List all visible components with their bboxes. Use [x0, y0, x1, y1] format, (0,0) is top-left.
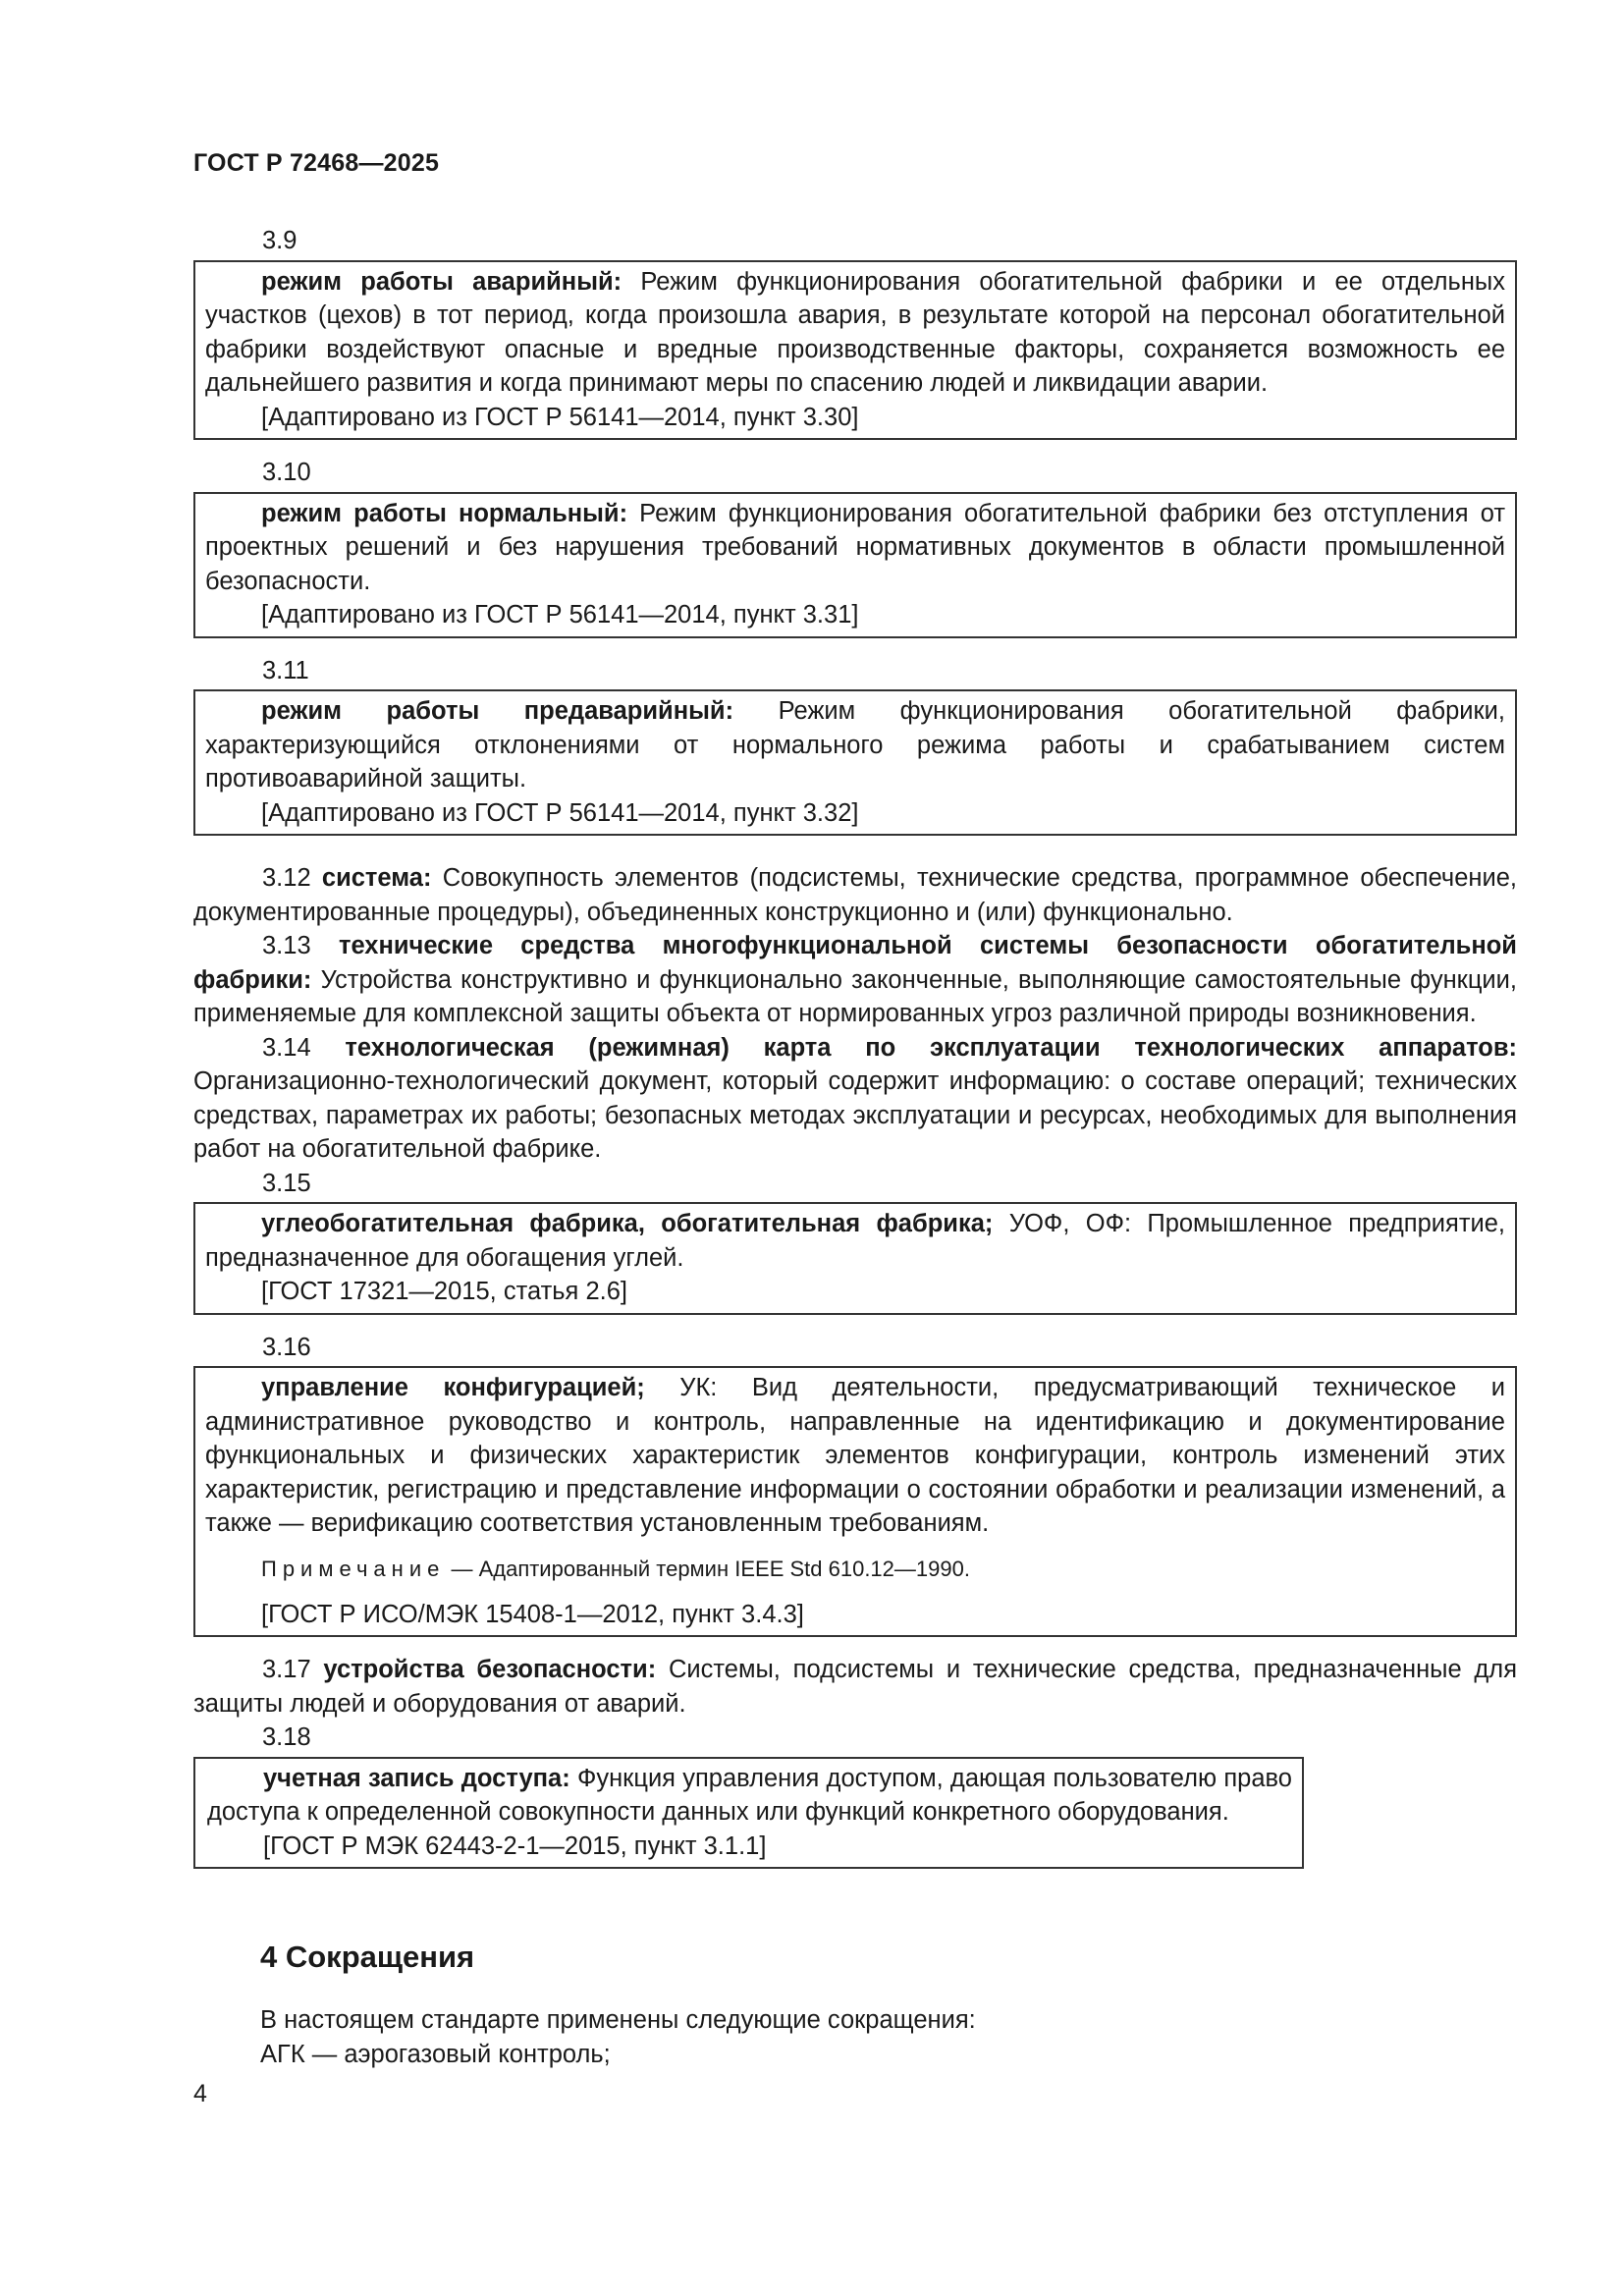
- section-body: [260, 2003, 976, 2071]
- source-reference: [Адаптировано из ГОСТ Р 56141—2014, пункт 3.32]: [261, 798, 859, 827]
- definition-text: [205, 497, 1505, 599]
- term: режим работы нормальный:: [261, 499, 628, 527]
- definition-box-3-10: [193, 492, 1517, 638]
- term: устройства безопасности:: [323, 1656, 657, 1683]
- source-reference: [ГОСТ Р ИСО/МЭК 15408-1—2012, пункт 3.4.3]: [261, 1600, 804, 1628]
- entry-number: 3.18: [262, 1723, 311, 1751]
- source-reference: [ГОСТ 17321—2015, статья 2.6]: [261, 1278, 627, 1305]
- definition: Режим функционирования обогатительной фабрики и ее отдельных участков (цехов) в тот период, когда произошла авария, в результате которой на персонал обогатительной фабрики воздействуют опасные и вредные производственные факторы, сохраняется возможность ее дальнейшего развития и когда принимают меры по спасению людей и ликвидации аварии.: [205, 267, 1505, 397]
- entry-number: 3.11: [262, 656, 309, 684]
- definition-paragraph-3-12: [193, 861, 1517, 929]
- entry-number: 3.12: [262, 864, 311, 892]
- definition: Организационно-технологический документ, который содержит информацию: о составе операций; технических средствах, параметрах их работы; безопасных методах эксплуатации и ресурсах, необходимых для выполнения работ на обогатительной фабрике.: [193, 1067, 1517, 1163]
- definition: Функция управления доступом, дающая пользователю право доступа к определенной совокупности данных или функций конкретного оборудования.: [207, 1764, 1292, 1826]
- term: учетная запись доступа:: [263, 1764, 570, 1792]
- abbreviation-item: АГК — аэрогазовый контроль;: [260, 2040, 611, 2068]
- section-heading: 4 Сокращения: [260, 1940, 475, 1974]
- definition-box-3-18: [193, 1757, 1304, 1870]
- entry-number: 3.17: [262, 1656, 311, 1683]
- section-intro: В настоящем стандарте применены следующие сокращения:: [260, 2006, 976, 2034]
- definition-paragraph-3-13: [193, 929, 1517, 1031]
- document-header: ГОСТ Р 72468—2025: [193, 149, 440, 177]
- term: технические средства многофункциональной системы безопасности обогатительной фабрики:: [193, 932, 1517, 994]
- term: углеобогатительная фабрика, обогатительная фабрика;: [261, 1210, 994, 1237]
- definition: Режим функционирования обогатительной фабрики, характеризующийся отклонениями от нормального режима работы и срабатыванием систем противоаварийной защиты.: [205, 697, 1505, 793]
- definition-text: [205, 1207, 1505, 1275]
- source-reference: [Адаптировано из ГОСТ Р 56141—2014, пункт 3.30]: [261, 403, 859, 431]
- definition-box-3-11: [193, 689, 1517, 836]
- definition: УОФ, ОФ: Промышленное предприятие, предназначенное для обогащения углей.: [205, 1210, 1506, 1272]
- definition-box-3-16: [193, 1366, 1517, 1637]
- definitions-content: [193, 224, 1517, 1885]
- term: режим работы аварийный:: [261, 267, 622, 296]
- definition-text: [205, 694, 1505, 796]
- term: технологическая (режимная) карта по эксплуатации технологических аппаратов:: [345, 1033, 1517, 1062]
- term: управление конфигурацией;: [261, 1374, 645, 1401]
- definition-text: [205, 265, 1505, 401]
- entry-number: 3.10: [262, 459, 311, 486]
- definition-text: [207, 1762, 1292, 1830]
- entry-number: 3.16: [262, 1333, 311, 1361]
- definition: Совокупность элементов (подсистемы, технические средства, программное обеспечение, документированные процедуры), объединенных конструкционно и (или) функционально.: [193, 864, 1517, 926]
- note: [205, 1555, 1505, 1584]
- note-label: Примечание: [261, 1556, 446, 1581]
- source-reference: [ГОСТ Р МЭК 62443-2-1—2015, пункт 3.1.1]: [263, 1831, 767, 1860]
- definition-box-3-9: [193, 260, 1517, 441]
- definition-paragraph-3-17: [193, 1653, 1517, 1721]
- definition: Режим функционирования обогатительной фабрики без отступления от проектных решений и без нарушения требований нормативных документов в области промышленной безопасности.: [205, 499, 1505, 595]
- entry-number: 3.13: [262, 932, 311, 959]
- source-reference: [Адаптировано из ГОСТ Р 56141—2014, пункт 3.31]: [261, 601, 859, 629]
- document-page: [193, 0, 1517, 2296]
- term: режим работы предаварийный:: [261, 697, 734, 725]
- definition: УК: Вид деятельности, предусматривающий техническое и административное руководство и контроль, направленные на идентификацию и документирование функциональных и физических характеристик элементов конфигурации, контроль изменений этих характеристик, регистрацию и представление информации о состоянии обработки и реализации изменений, а также — верификацию соответствия установленным требованиям.: [205, 1374, 1505, 1537]
- entry-number: 3.9: [262, 227, 298, 254]
- entry-number: 3.14: [262, 1033, 311, 1062]
- note-text: — Адаптированный термин IEEE Std 610.12—1990.: [445, 1556, 970, 1581]
- entry-number: 3.15: [262, 1169, 311, 1197]
- definition-text: [205, 1371, 1505, 1541]
- definition-paragraph-3-14: [193, 1031, 1517, 1167]
- term: система:: [321, 864, 432, 892]
- definition: Устройства конструктивно и функционально законченные, выполняющие самостоятельные функции, применяемые для комплексной защиты объекта от нормированных угроз различной природы возникновения.: [193, 965, 1517, 1027]
- page-number: 4: [193, 2080, 207, 2107]
- definition: Системы, подсистемы и технические средства, предназначенные для защиты людей и оборудования от аварий.: [193, 1656, 1517, 1718]
- definition-box-3-15: [193, 1202, 1517, 1315]
